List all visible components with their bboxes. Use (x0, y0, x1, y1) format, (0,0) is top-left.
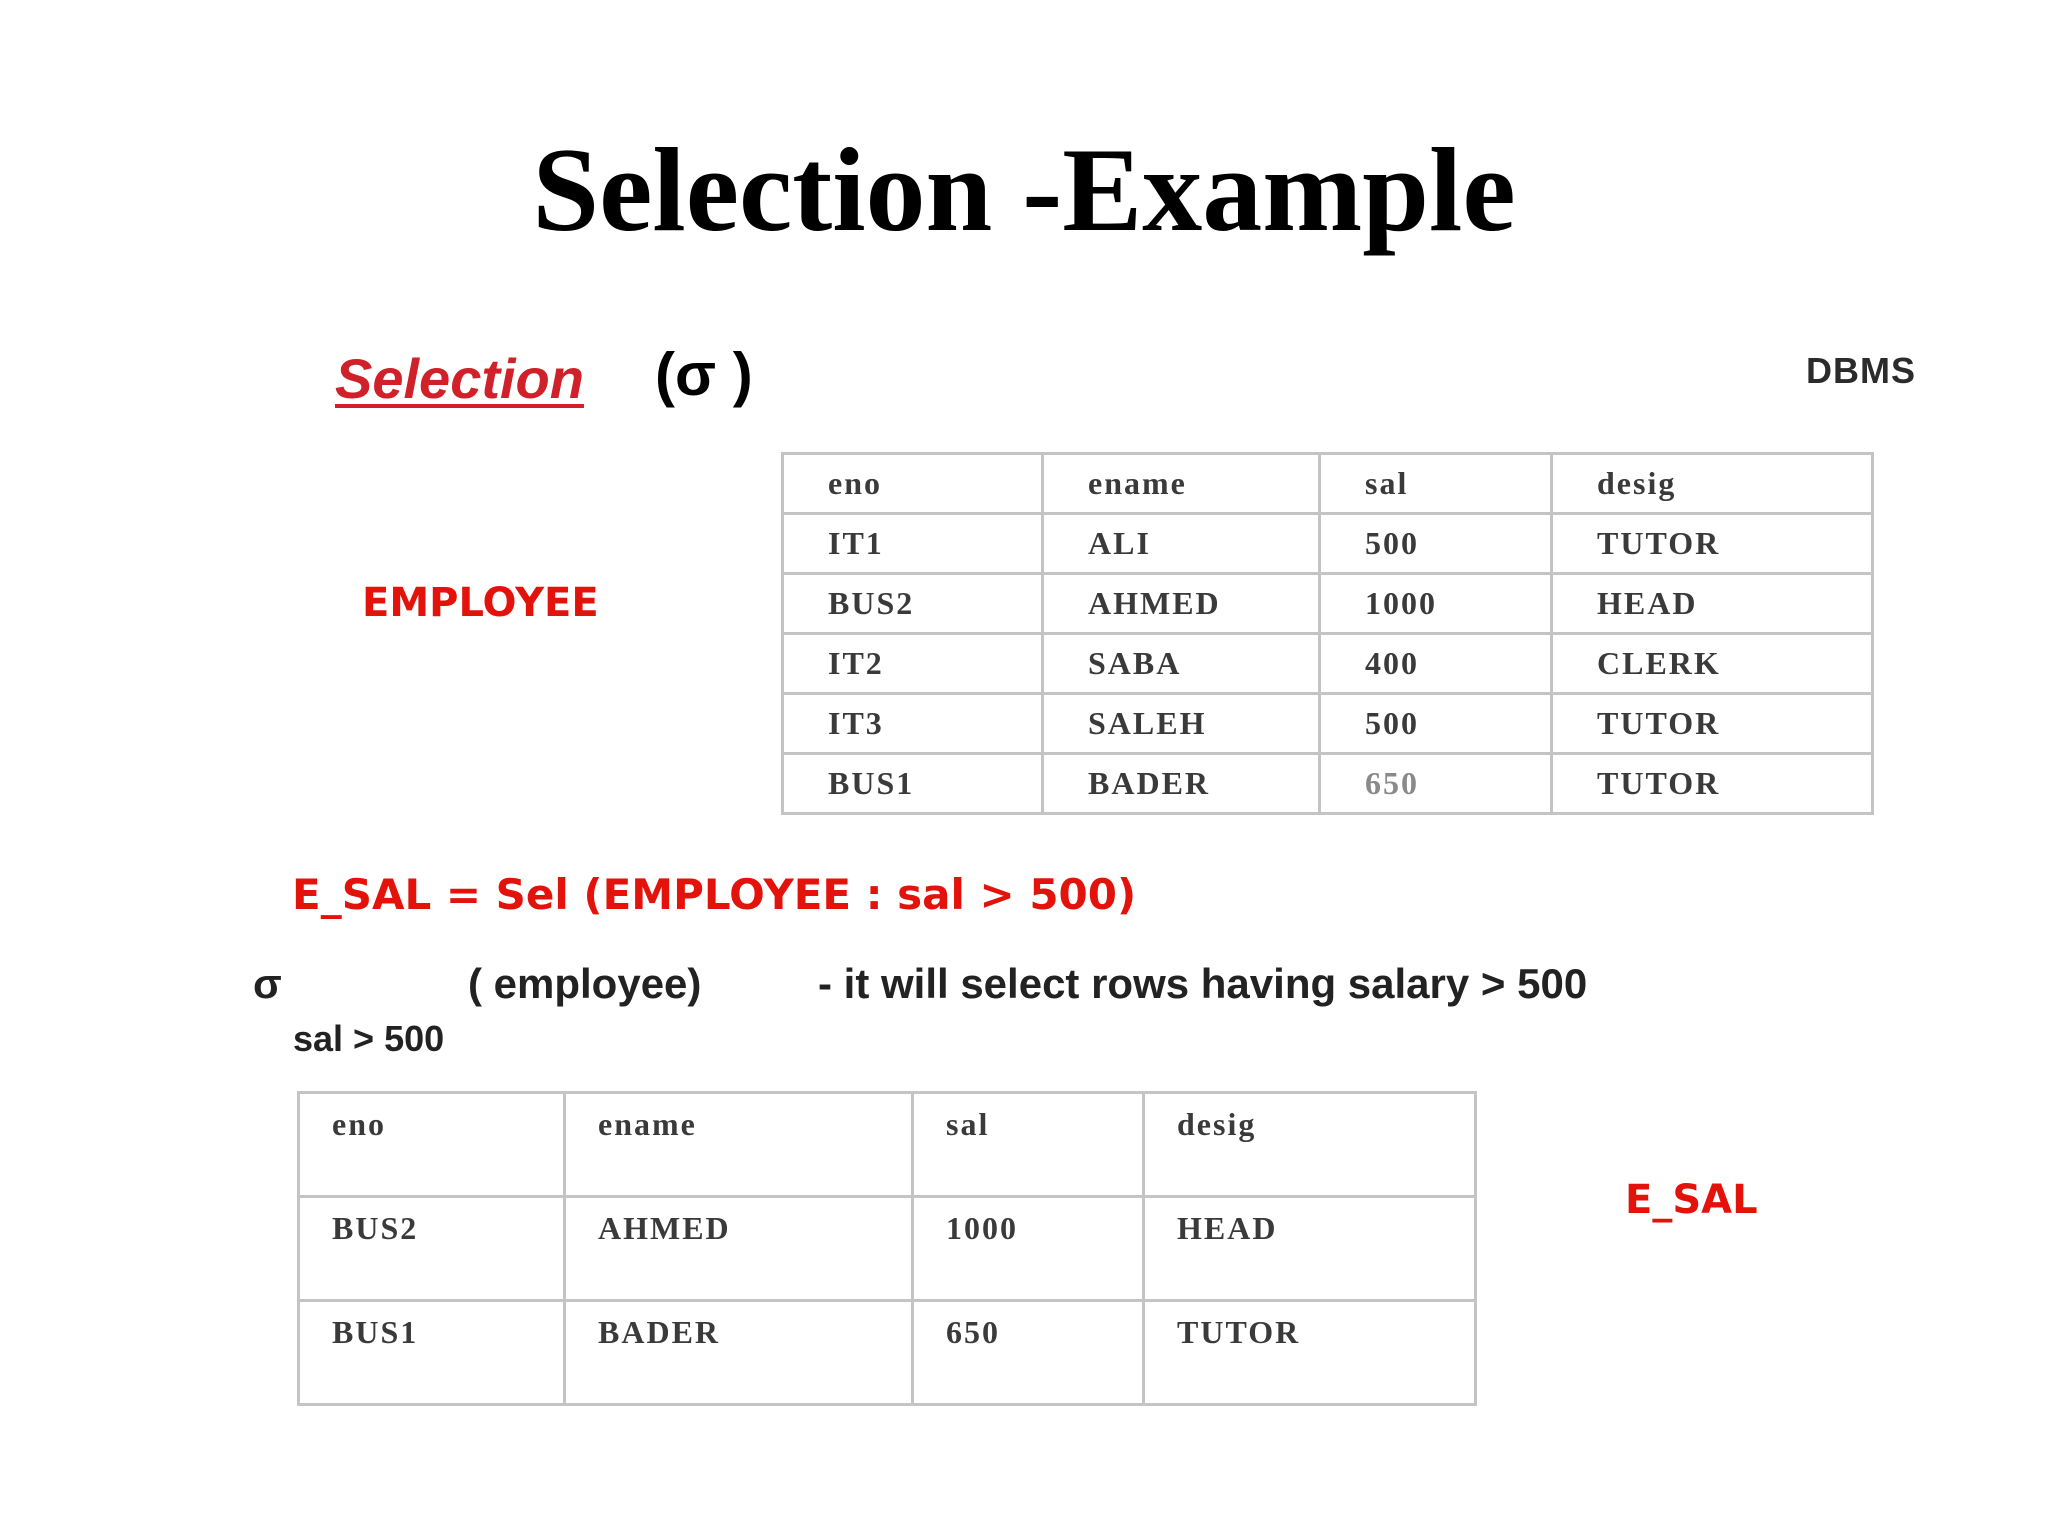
table-row (783, 574, 1873, 634)
cell-ename: SALEH (1043, 694, 1320, 754)
cell-ename: AHMED (1043, 574, 1320, 634)
cell-eno: IT2 (783, 634, 1043, 694)
cell-ename: AHMED (565, 1197, 913, 1301)
column-header-sal: sal (1320, 454, 1552, 514)
slide-title: Selection -Example (532, 123, 1516, 256)
cell-eno: IT3 (783, 694, 1043, 754)
cell-desig: TUTOR (1552, 514, 1873, 574)
cell-eno: BUS1 (783, 754, 1043, 814)
column-header-desig: desig (1552, 454, 1873, 514)
cell-ename: SABA (1043, 634, 1320, 694)
cell-sal: 1000 (913, 1197, 1144, 1301)
result-relation-label: E_SAL (1625, 1177, 1758, 1223)
cell-ename: BADER (1043, 754, 1320, 814)
cell-eno: BUS2 (783, 574, 1043, 634)
table-row (783, 694, 1873, 754)
column-header-sal: sal (913, 1093, 1144, 1197)
table-row (783, 514, 1873, 574)
column-header-eno: eno (299, 1093, 565, 1197)
table-row (783, 754, 1873, 814)
cell-desig: HEAD (1552, 574, 1873, 634)
cell-eno: BUS1 (299, 1301, 565, 1405)
column-header-eno: eno (783, 454, 1043, 514)
cell-sal: 650 (913, 1301, 1144, 1405)
sigma-condition: sal > 500 (293, 1018, 445, 1059)
table-header-row (299, 1093, 1476, 1197)
cell-sal: 400 (1320, 634, 1552, 694)
employee-relation-label: EMPLOYEE (362, 580, 599, 626)
sigma-symbol: σ (253, 960, 282, 1007)
cell-ename: BADER (565, 1301, 913, 1405)
table-row (299, 1197, 1476, 1301)
column-header-ename: ename (1043, 454, 1320, 514)
table-row (783, 634, 1873, 694)
column-header-desig: desig (1144, 1093, 1476, 1197)
cell-desig: HEAD (1144, 1197, 1476, 1301)
cell-desig: TUTOR (1552, 694, 1873, 754)
dbms-label: DBMS (1806, 350, 1916, 391)
cell-sal: 650 (1320, 754, 1552, 814)
table-row (299, 1301, 1476, 1405)
employee-table (781, 452, 1874, 815)
selection-heading: Selection (335, 347, 584, 410)
cell-eno: BUS2 (299, 1197, 565, 1301)
selection-formula: E_SAL = Sel (EMPLOYEE : sal > 500) (292, 870, 1137, 919)
cell-eno: IT1 (783, 514, 1043, 574)
cell-desig: TUTOR (1144, 1301, 1476, 1405)
cell-sal: 1000 (1320, 574, 1552, 634)
sigma-argument: ( employee) (468, 960, 702, 1007)
cell-sal: 500 (1320, 694, 1552, 754)
sigma-description: - it will select rows having salary > 500 (818, 960, 1588, 1007)
esal-result-table (297, 1091, 1477, 1406)
cell-sal: 500 (1320, 514, 1552, 574)
cell-desig: CLERK (1552, 634, 1873, 694)
cell-desig: TUTOR (1552, 754, 1873, 814)
sigma-expression (253, 960, 1587, 1008)
selection-symbol: (σ ) (655, 341, 753, 408)
column-header-ename: ename (565, 1093, 913, 1197)
table-header-row (783, 454, 1873, 514)
cell-ename: ALI (1043, 514, 1320, 574)
